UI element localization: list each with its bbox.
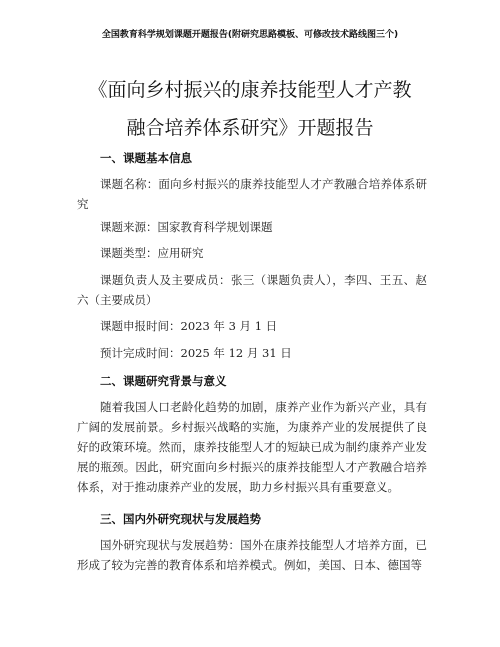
report-title-line-1: 《面向乡村振兴的康养技能型人才产教 [88,79,412,101]
apply-date: 课题申报时间：2023 年 3 月 1 日 [100,319,278,333]
section-1-heading: 一、课题基本信息 [100,151,192,165]
report-title-line-2: 融合培养体系研究》开题报告 [126,117,374,139]
project-name: 课题名称：面向乡村振兴的康养技能型人才产教融合培养体系研究 [77,177,427,211]
section-2-heading: 二、课题研究背景与意义 [100,374,227,388]
research-status-paragraph: 国外研究现状与发展趋势：国外在康养技能型人才培养方面，已形成了较为完善的教育体系和培养模式。例如，美国、日本、德国等 [77,538,427,572]
project-source: 课题来源：国家教育科学规划课题 [100,220,273,234]
finish-date: 预计完成时间：2025 年 12 月 31 日 [100,346,292,360]
page-header: 全国教育科学规划课题开题报告(附研究思路模板、可修改技术路线图三个) [101,30,399,40]
background-paragraph: 随着我国人口老龄化趋势的加剧，康养产业作为新兴产业，具有广阔的发展前景。乡村振兴战略的实施，为康养产业的发展提供了良好的政策环境。然而，康养技能型人才的短缺已成为制约康养产业发展的瓶颈。因此，研究面向乡村振兴的康养技能型人才产教融合培养体系，对于推动康养产业的发展，助力乡村振兴具有重要意义。 [77,400,427,494]
project-type: 课题类型：应用研究 [100,246,204,260]
section-3-heading: 三、国内外研究现状与发展趋势 [100,512,261,526]
project-members: 课题负责人及主要成员：张三（课题负责人），李四、王五、赵六（主要成员） [77,273,427,307]
